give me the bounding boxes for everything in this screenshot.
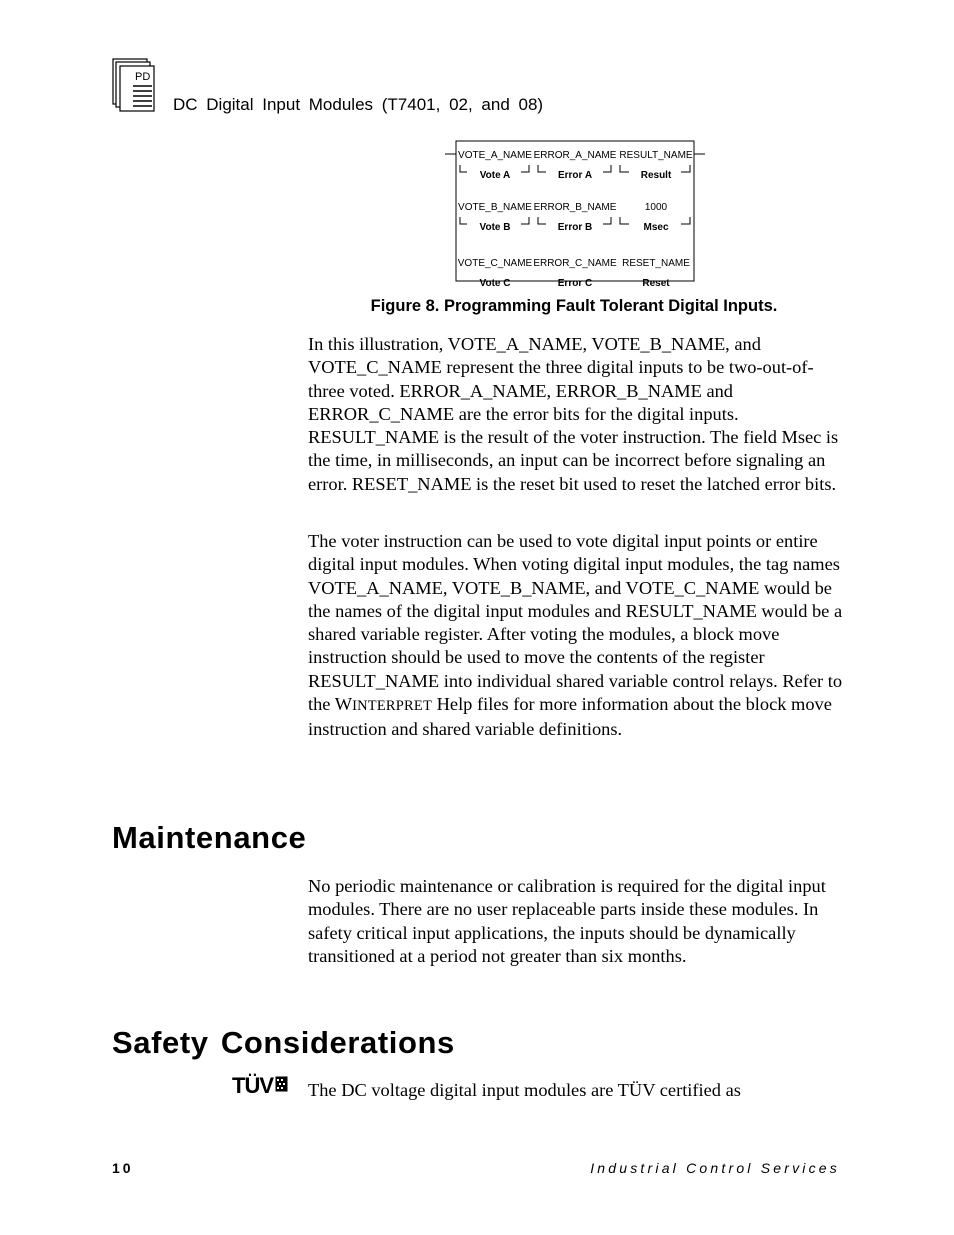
label-error-b: Error B [557, 222, 593, 233]
paragraph-illustration-explanation: In this illustration, VOTE_A_NAME, VOTE_B_NAME, and VOTE_C_NAME represent the three digital inputs to be two-out-of-three voted. ERROR_A_NAME, ERROR_B_NAME and ERROR_C_NAME are the error bits for the digital inputs. RESULT_NAME is the result of the voter instruction. The field Msec is the time, in milliseconds, an input can be incorrect before signaling an error. RESET_NAME is the reset bit used to reset the latched error bits. [308, 334, 839, 494]
paragraph-maintenance: No periodic maintenance or calibration is required for the digital input modules. There are no user replaceable parts inside these modules. In safety critical input applications, the inputs should be dynamically transitioned at a period not greater than six months. [308, 876, 826, 966]
page-number: 10 [112, 1160, 134, 1176]
winterpret-brand-initial: W [334, 694, 353, 715]
paragraph-voter-text-b: Help files for more information about the block move instruction and shared variable definitions. [308, 694, 832, 740]
section-heading-safety: Safety Considerations [112, 1025, 455, 1060]
label-vote-a: Vote A [479, 170, 511, 181]
voter-instruction-diagram [445, 140, 705, 288]
label-error-a: Error A [557, 170, 593, 181]
tag-result: RESULT_NAME [619, 150, 693, 161]
tuv-badge-icon [275, 1076, 288, 1092]
label-msec: Msec [643, 222, 669, 233]
paragraph-safety: The DC voltage digital input modules are TÜV certified as [308, 1080, 741, 1100]
label-vote-b: Vote B [479, 222, 511, 233]
label-result: Result [640, 170, 672, 181]
paragraph-voter-instruction [308, 530, 848, 742]
tag-vote-c: VOTE_C_NAME [457, 258, 533, 269]
label-reset: Reset [642, 278, 670, 288]
tuv-certification-mark [232, 1073, 288, 1099]
tag-error-b: ERROR_B_NAME [533, 202, 617, 213]
tag-reset: RESET_NAME [622, 258, 690, 269]
running-header-title: DC Digital Input Modules (T7401, 02, and 08) [173, 95, 544, 114]
section-heading-maintenance: Maintenance [112, 820, 307, 855]
pd-document-icon [112, 58, 156, 112]
figure-caption: Figure 8. Programming Fault Tolerant Digital Inputs. [370, 297, 778, 315]
winterpret-brand-rest: INTERPRET [352, 698, 433, 715]
label-vote-c: Vote C [479, 278, 511, 288]
tag-vote-b: VOTE_B_NAME [458, 202, 532, 213]
tuv-mark-text: TÜV [232, 1073, 273, 1098]
tag-msec-value: 1000 [644, 202, 668, 213]
footer-company-name: Industrial Control Services [590, 1160, 840, 1176]
label-error-c: Error C [557, 278, 593, 288]
tag-error-c: ERROR_C_NAME [533, 258, 617, 269]
paragraph-voter-text-a: The voter instruction can be used to vote digital input points or entire digital input modules. When voting digital input modules, the tag names VOTE_A_NAME, VOTE_B_NAME, and VOTE_C_NAME would be the names of the digital input modules and RESULT_NAME would be a shared variable register. After voting the modules, a block move instruction should be used to move the contents of the register RESULT_NAME into individual shared variable control relays. Refer to the [308, 531, 843, 715]
tag-error-a: ERROR_A_NAME [533, 150, 617, 161]
pd-icon-label: PD [135, 71, 151, 83]
tag-vote-a: VOTE_A_NAME [458, 150, 532, 161]
